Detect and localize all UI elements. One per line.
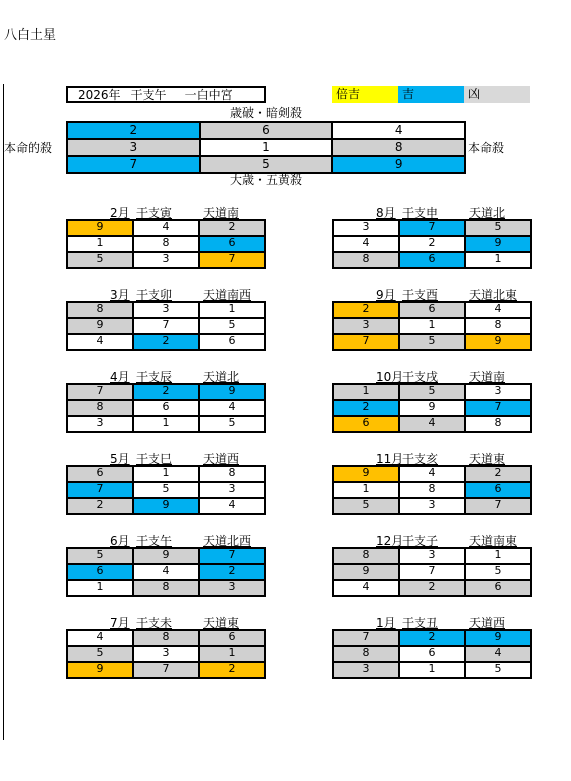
month-grid-cell: 5: [465, 662, 531, 678]
month-grid-cell: 7: [133, 318, 199, 334]
month-grid-cell: 7: [465, 498, 531, 514]
month-grid-cell: 3: [133, 252, 199, 268]
month-eto-label: 干支酉: [402, 288, 439, 302]
month-chart-header: [332, 450, 532, 465]
month-grid-cell: 2: [399, 236, 465, 252]
month-grid-cell: 6: [333, 416, 399, 432]
main-nine-star-grid: [66, 121, 466, 174]
month-chart-header: [332, 614, 532, 629]
heavenly-path-label: 天道南: [203, 206, 240, 220]
month-grid-cell: 9: [67, 662, 133, 678]
year-header: [66, 86, 266, 103]
month-grid-cell: 3: [399, 548, 465, 564]
month-grid-cell: 3: [67, 416, 133, 432]
month-grid-cell: 4: [67, 334, 133, 350]
month-grid-cell: 7: [199, 252, 265, 268]
month-grid-cell: 4: [333, 580, 399, 596]
main-grid-cell: 3: [67, 139, 200, 156]
month-grid-cell: 9: [67, 220, 133, 236]
month-nine-star-grid: [332, 301, 532, 351]
month-grid-cell: 5: [133, 482, 199, 498]
month-grid-cell: 3: [333, 662, 399, 678]
month-grid-cell: 3: [333, 318, 399, 334]
month-nine-star-grid: [66, 219, 266, 269]
month-grid-cell: 4: [333, 236, 399, 252]
month-grid-cell: 5: [465, 220, 531, 236]
month-grid-cell: 3: [199, 580, 265, 596]
month-grid-cell: 3: [399, 498, 465, 514]
month-grid-cell: 4: [399, 416, 465, 432]
month-grid-cell: 9: [67, 318, 133, 334]
month-grid-cell: 6: [399, 646, 465, 662]
month-grid-cell: 3: [465, 384, 531, 400]
heavenly-path-label: 天道北西: [203, 534, 252, 548]
month-nine-star-grid: [66, 547, 266, 597]
month-chart-header: [332, 368, 532, 383]
month-grid-cell: 1: [399, 318, 465, 334]
month-grid-cell: 2: [133, 384, 199, 400]
month-grid-cell: 2: [199, 220, 265, 236]
month-label: 9月: [376, 288, 396, 302]
month-nine-star-grid: [332, 629, 532, 679]
legend-lucky: 吉: [398, 86, 464, 103]
heavenly-path-label: 天道北東: [469, 288, 518, 302]
month-label: 3月: [110, 288, 130, 302]
month-chart-header: [66, 450, 266, 465]
month-grid-cell: 9: [465, 334, 531, 350]
month-label: 8月: [376, 206, 396, 220]
month-grid-cell: 8: [67, 400, 133, 416]
left-divider-line: [3, 84, 4, 740]
heavenly-path-label: 天道東: [203, 616, 240, 630]
month-eto-label: 干支寅: [136, 206, 173, 220]
main-grid-cell: 6: [200, 122, 333, 139]
month-grid-cell: 5: [67, 252, 133, 268]
top-direction-label: 歳破・暗剣殺: [230, 106, 303, 120]
month-grid-cell: 7: [67, 384, 133, 400]
heavenly-path-label: 天道東: [469, 452, 506, 466]
month-grid-cell: 5: [333, 498, 399, 514]
bottom-direction-label: 大歳・五黄殺: [230, 173, 303, 187]
month-grid-cell: 4: [67, 630, 133, 646]
month-chart-header: [332, 204, 532, 219]
month-grid-cell: 6: [399, 302, 465, 318]
month-grid-cell: 4: [465, 302, 531, 318]
month-chart-header: [332, 532, 532, 547]
month-grid-cell: 5: [465, 564, 531, 580]
month-label: 6月: [110, 534, 130, 548]
month-nine-star-grid: [332, 383, 532, 433]
main-grid-cell: 7: [67, 156, 200, 173]
month-grid-cell: 7: [199, 548, 265, 564]
month-grid-cell: 8: [333, 646, 399, 662]
heavenly-path-label: 天道北: [469, 206, 506, 220]
month-nine-star-grid: [66, 465, 266, 515]
month-grid-cell: 7: [67, 482, 133, 498]
month-grid-cell: 2: [399, 580, 465, 596]
month-grid-cell: 1: [67, 580, 133, 596]
heavenly-path-label: 天道西: [203, 452, 240, 466]
month-grid-cell: 6: [465, 482, 531, 498]
month-grid-cell: 7: [465, 400, 531, 416]
month-grid-cell: 5: [67, 548, 133, 564]
month-nine-star-grid: [332, 547, 532, 597]
month-grid-cell: 8: [333, 548, 399, 564]
month-label: 2月: [110, 206, 130, 220]
month-grid-cell: 8: [199, 466, 265, 482]
month-nine-star-grid: [66, 301, 266, 351]
month-label: 10月: [376, 370, 404, 384]
year-eto-label: 干支午: [130, 88, 167, 102]
month-eto-label: 干支丑: [402, 616, 439, 630]
month-grid-cell: 4: [133, 220, 199, 236]
month-nine-star-grid: [66, 629, 266, 679]
month-eto-label: 干支未: [136, 616, 173, 630]
left-side-label: 本命的殺: [4, 141, 53, 155]
month-grid-cell: 7: [399, 564, 465, 580]
month-grid-cell: 1: [199, 646, 265, 662]
month-grid-cell: 6: [199, 630, 265, 646]
month-grid-cell: 2: [333, 302, 399, 318]
month-chart-header: [66, 614, 266, 629]
month-eto-label: 干支辰: [136, 370, 173, 384]
month-nine-star-grid: [332, 219, 532, 269]
month-grid-cell: 8: [399, 482, 465, 498]
month-grid-cell: 4: [399, 466, 465, 482]
month-chart-header: [66, 286, 266, 301]
month-grid-cell: 1: [465, 252, 531, 268]
month-chart-header: [66, 204, 266, 219]
month-grid-cell: 1: [199, 302, 265, 318]
month-grid-cell: 9: [133, 498, 199, 514]
month-grid-cell: 2: [465, 466, 531, 482]
month-nine-star-grid: [66, 383, 266, 433]
main-grid-cell: 8: [332, 139, 465, 156]
month-grid-cell: 9: [465, 236, 531, 252]
month-grid-cell: 4: [465, 646, 531, 662]
month-chart-header: [66, 532, 266, 547]
month-grid-cell: 6: [199, 236, 265, 252]
month-grid-cell: 6: [465, 580, 531, 596]
month-grid-cell: 8: [465, 318, 531, 334]
month-eto-label: 干支卯: [136, 288, 173, 302]
month-nine-star-grid: [332, 465, 532, 515]
month-chart-header: [332, 286, 532, 301]
month-grid-cell: 3: [133, 302, 199, 318]
month-grid-cell: 9: [399, 400, 465, 416]
month-grid-cell: 1: [333, 384, 399, 400]
month-grid-cell: 6: [67, 564, 133, 580]
month-grid-cell: 7: [133, 662, 199, 678]
heavenly-path-label: 天道南: [469, 370, 506, 384]
heavenly-path-label: 天道南東: [469, 534, 518, 548]
month-grid-cell: 3: [333, 220, 399, 236]
main-grid-cell: 5: [200, 156, 333, 173]
month-grid-cell: 6: [67, 466, 133, 482]
legend-double-lucky: 倍吉: [332, 86, 398, 103]
month-eto-label: 干支戌: [402, 370, 439, 384]
month-grid-cell: 8: [133, 580, 199, 596]
month-eto-label: 干支巳: [136, 452, 173, 466]
month-grid-cell: 6: [399, 252, 465, 268]
month-grid-cell: 5: [199, 318, 265, 334]
heavenly-path-label: 天道西: [469, 616, 506, 630]
main-grid-cell: 2: [67, 122, 200, 139]
legend-unlucky: 凶: [464, 86, 530, 103]
month-grid-cell: 9: [199, 384, 265, 400]
month-grid-cell: 1: [133, 466, 199, 482]
month-grid-cell: 1: [333, 482, 399, 498]
month-grid-cell: 9: [333, 564, 399, 580]
month-label: 7月: [110, 616, 130, 630]
month-grid-cell: 6: [133, 400, 199, 416]
month-label: 1月: [376, 616, 396, 630]
month-grid-cell: 8: [133, 236, 199, 252]
month-grid-cell: 5: [67, 646, 133, 662]
month-grid-cell: 5: [399, 384, 465, 400]
month-grid-cell: 5: [399, 334, 465, 350]
month-grid-cell: 7: [333, 334, 399, 350]
month-grid-cell: 8: [465, 416, 531, 432]
month-grid-cell: 8: [67, 302, 133, 318]
month-grid-cell: 9: [333, 466, 399, 482]
month-chart-header: [66, 368, 266, 383]
month-eto-label: 干支子: [402, 534, 439, 548]
month-grid-cell: 9: [133, 548, 199, 564]
month-label: 12月: [376, 534, 404, 548]
page-title: 八白土星: [4, 28, 57, 43]
month-grid-cell: 3: [199, 482, 265, 498]
month-grid-cell: 5: [199, 416, 265, 432]
month-grid-cell: 2: [199, 662, 265, 678]
heavenly-path-label: 天道南西: [203, 288, 252, 302]
right-side-label: 本命殺: [468, 141, 505, 155]
month-grid-cell: 1: [67, 236, 133, 252]
month-grid-cell: 4: [133, 564, 199, 580]
month-eto-label: 干支申: [402, 206, 439, 220]
month-grid-cell: 8: [333, 252, 399, 268]
main-grid-cell: 4: [332, 122, 465, 139]
month-eto-label: 干支亥: [402, 452, 439, 466]
month-grid-cell: 9: [465, 630, 531, 646]
main-grid-cell: 1: [200, 139, 333, 156]
month-grid-cell: 2: [399, 630, 465, 646]
month-grid-cell: 7: [399, 220, 465, 236]
month-eto-label: 干支午: [136, 534, 173, 548]
month-label: 5月: [110, 452, 130, 466]
month-grid-cell: 1: [465, 548, 531, 564]
month-grid-cell: 4: [199, 400, 265, 416]
month-label: 4月: [110, 370, 130, 384]
month-grid-cell: 2: [133, 334, 199, 350]
month-grid-cell: 2: [333, 400, 399, 416]
month-label: 11月: [376, 452, 404, 466]
month-grid-cell: 2: [67, 498, 133, 514]
month-grid-cell: 7: [333, 630, 399, 646]
year-label: 2026年: [78, 88, 121, 102]
main-grid-cell: 9: [332, 156, 465, 173]
month-grid-cell: 4: [199, 498, 265, 514]
month-grid-cell: 1: [133, 416, 199, 432]
month-grid-cell: 8: [133, 630, 199, 646]
month-grid-cell: 2: [199, 564, 265, 580]
heavenly-path-label: 天道北: [203, 370, 240, 384]
month-grid-cell: 1: [399, 662, 465, 678]
month-grid-cell: 3: [133, 646, 199, 662]
center-star-label: 一白中宮: [184, 88, 233, 102]
month-grid-cell: 6: [199, 334, 265, 350]
